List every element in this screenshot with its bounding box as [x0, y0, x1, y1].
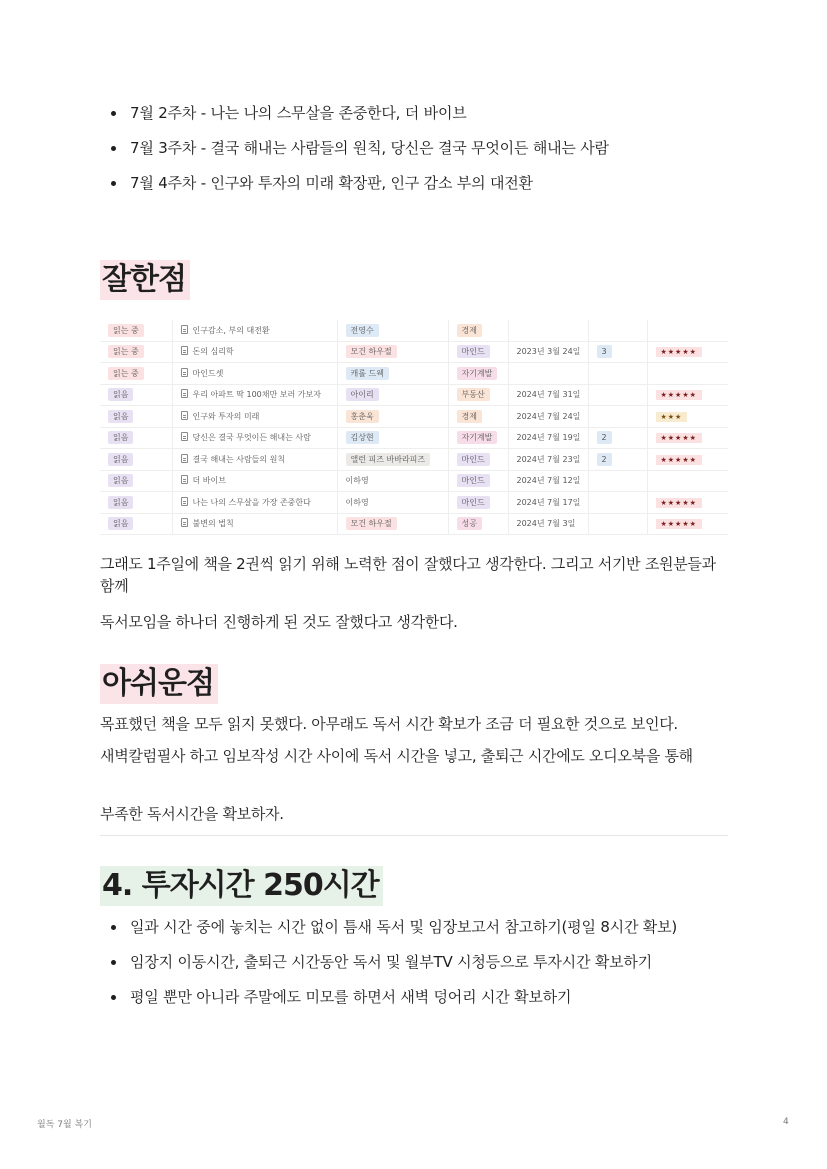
page-icon — [181, 389, 188, 398]
count-badge: 2 — [597, 431, 612, 444]
status-badge: 읽는 중 — [108, 367, 144, 380]
author-tag: 이하영 — [345, 497, 369, 507]
rating-cell — [647, 363, 728, 385]
status-badge: 읽음 — [108, 431, 133, 444]
date-cell: 2024년 7월 31일 — [508, 384, 588, 406]
author-tag: 이하영 — [345, 476, 369, 486]
status-badge: 읽음 — [108, 388, 133, 401]
table-row[interactable] — [100, 320, 728, 341]
status-badge: 읽는 중 — [108, 324, 144, 337]
page-icon — [181, 518, 188, 527]
bad-paragraph-1: 목표했던 책을 모두 읽지 못했다. 아무래도 독서 시간 확보가 조금 더 필요한 것으로 보인다. — [100, 715, 678, 733]
title-cell[interactable] — [172, 513, 337, 535]
date-cell — [508, 363, 588, 385]
category-cell — [448, 427, 508, 449]
count-cell — [588, 513, 647, 535]
count-cell — [588, 492, 647, 514]
rating-cell — [647, 470, 728, 492]
category-tag: 경제 — [457, 324, 482, 337]
title-cell[interactable] — [172, 363, 337, 385]
footer-page-number: 4 — [783, 1117, 789, 1127]
book-title: 마인드셋 — [192, 368, 224, 378]
count-cell — [588, 363, 647, 385]
count-cell — [588, 470, 647, 492]
title-cell[interactable] — [172, 341, 337, 363]
author-tag: 김상현 — [346, 431, 379, 444]
category-tag: 경제 — [457, 410, 482, 423]
category-cell — [448, 384, 508, 406]
rating-cell — [647, 513, 728, 535]
date-cell: 2024년 7월 3일 — [508, 513, 588, 535]
status-cell — [100, 492, 172, 514]
book-title: 더 바이브 — [192, 476, 226, 486]
table-row[interactable] — [100, 341, 728, 363]
heading-bad-points: 아쉬운점 — [100, 664, 218, 704]
rating-stars: ★★★★★ — [656, 455, 702, 465]
category-cell — [448, 470, 508, 492]
reading-list-table — [100, 320, 728, 535]
author-tag: 아이리 — [346, 388, 379, 401]
heading-invest-time: 4. 투자시간 250시간 — [100, 866, 383, 906]
book-title: 인구와 투자의 미래 — [192, 411, 260, 421]
author-tag: 앨런 피즈 바바라피즈 — [346, 453, 431, 466]
author-cell — [337, 341, 448, 363]
table-row[interactable] — [100, 513, 728, 535]
author-cell — [337, 492, 448, 514]
status-badge: 읽는 중 — [108, 345, 144, 358]
author-cell — [337, 449, 448, 471]
date-cell: 2024년 7월 23일 — [508, 449, 588, 471]
author-tag: 전영수 — [346, 324, 379, 337]
category-tag: 성공 — [457, 517, 482, 530]
status-cell — [100, 427, 172, 449]
page-icon — [181, 454, 188, 463]
book-title: 결국 해내는 사람들의 원칙 — [192, 454, 286, 464]
count-cell — [588, 406, 647, 428]
book-title: 돈의 심리학 — [192, 347, 234, 357]
title-cell[interactable] — [172, 427, 337, 449]
title-cell[interactable] — [172, 406, 337, 428]
book-title: 당신은 결국 무엇이든 해내는 사람 — [192, 433, 311, 443]
list-item: 7월 2주차 - 나는 나의 스무살을 존중한다, 더 바이브 — [100, 103, 609, 138]
rating-stars: ★★★★★ — [656, 347, 702, 357]
status-cell — [100, 406, 172, 428]
table-row[interactable] — [100, 449, 728, 471]
author-cell — [337, 513, 448, 535]
list-item: 7월 4주차 - 인구와 투자의 미래 확장판, 인구 감소 부의 대전환 — [100, 173, 609, 208]
good-paragraph-1: 그래도 1주일에 책을 2권씩 읽기 위해 노력한 점이 잘했다고 생각한다. 그리고 서기반 조원분들과 함께 — [100, 555, 716, 595]
table-row[interactable] — [100, 384, 728, 406]
status-badge: 읽음 — [108, 474, 133, 487]
category-cell — [448, 513, 508, 535]
date-cell: 2023년 3월 24일 — [508, 341, 588, 363]
status-badge: 읽음 — [108, 496, 133, 509]
status-cell — [100, 513, 172, 535]
category-tag: 자기계발 — [457, 431, 498, 444]
book-title: 불변의 법칙 — [192, 519, 234, 529]
category-tag: 마인드 — [457, 345, 490, 358]
category-cell — [448, 341, 508, 363]
list-item: 일과 시간 중에 놓치는 시간 없이 틈새 독서 및 임장보고서 참고하기(평일 8시간 확보) — [100, 917, 677, 952]
count-cell — [588, 341, 647, 363]
good-paragraph-2: 독서모임을 하나더 진행하게 된 것도 잘했다고 생각한다. — [100, 613, 458, 631]
list-item: 평일 뿐만 아니라 주말에도 미모를 하면서 새벽 덩어리 시간 확보하기 — [100, 987, 677, 1022]
list-item: 7월 3주차 - 결국 해내는 사람들의 원칙, 당신은 결국 무엇이든 해내는 사람 — [100, 138, 609, 173]
status-cell — [100, 341, 172, 363]
rating-cell — [647, 427, 728, 449]
category-tag: 부동산 — [457, 388, 490, 401]
status-cell — [100, 320, 172, 341]
table-row[interactable] — [100, 406, 728, 428]
category-cell — [448, 406, 508, 428]
count-cell — [588, 320, 647, 341]
category-tag: 마인드 — [457, 474, 490, 487]
date-cell: 2024년 7월 17일 — [508, 492, 588, 514]
author-cell — [337, 470, 448, 492]
page-icon — [181, 325, 188, 334]
book-title: 나는 나의 스무살을 가장 존중한다 — [192, 497, 311, 507]
table-row[interactable] — [100, 470, 728, 492]
page-icon — [181, 346, 188, 355]
category-cell — [448, 449, 508, 471]
rating-cell — [647, 492, 728, 514]
author-cell — [337, 320, 448, 341]
category-cell — [448, 492, 508, 514]
page-icon — [181, 475, 188, 484]
bad-paragraph-3: 부족한 독서시간을 확보하자. — [100, 805, 284, 823]
count-badge: 2 — [597, 453, 612, 466]
rating-cell — [647, 320, 728, 341]
status-badge: 읽음 — [108, 517, 133, 530]
author-tag: 캐롤 드웩 — [346, 367, 389, 380]
rating-cell — [647, 406, 728, 428]
status-badge: 읽음 — [108, 410, 133, 423]
page-icon — [181, 497, 188, 506]
author-tag: 모건 하우절 — [346, 345, 397, 358]
footer-document-title: 월독 7월 복기 — [37, 1120, 92, 1130]
author-cell — [337, 406, 448, 428]
rating-cell — [647, 341, 728, 363]
rating-cell — [647, 449, 728, 471]
title-cell[interactable] — [172, 492, 337, 514]
title-cell[interactable] — [172, 384, 337, 406]
status-cell — [100, 470, 172, 492]
rating-stars: ★★★★★ — [656, 390, 702, 400]
table-row[interactable] — [100, 363, 728, 385]
divider — [100, 835, 728, 836]
status-cell — [100, 449, 172, 471]
category-tag: 마인드 — [457, 453, 490, 466]
rating-stars: ★★★ — [656, 412, 688, 422]
status-cell — [100, 363, 172, 385]
book-title: 인구감소, 부의 대전환 — [192, 325, 270, 335]
author-cell — [337, 363, 448, 385]
rating-stars: ★★★★★ — [656, 519, 702, 529]
table-row[interactable] — [100, 492, 728, 514]
page-icon — [181, 368, 188, 377]
author-cell — [337, 384, 448, 406]
page-icon — [181, 411, 188, 420]
title-cell[interactable] — [172, 449, 337, 471]
list-item: 임장지 이동시간, 출퇴근 시간동안 독서 및 월부TV 시청등으로 투자시간 확보하기 — [100, 952, 677, 987]
intro-bullet-list — [100, 103, 609, 208]
invest-bullet-list — [100, 917, 677, 1022]
rating-stars: ★★★★★ — [656, 433, 702, 443]
title-cell[interactable] — [172, 320, 337, 341]
status-cell — [100, 384, 172, 406]
date-cell — [508, 320, 588, 341]
count-cell — [588, 427, 647, 449]
title-cell[interactable] — [172, 470, 337, 492]
author-tag: 모건 하우절 — [346, 517, 397, 530]
date-cell: 2024년 7월 19일 — [508, 427, 588, 449]
page-icon — [181, 432, 188, 441]
table-row[interactable] — [100, 427, 728, 449]
category-cell — [448, 320, 508, 341]
category-tag: 마인드 — [457, 496, 490, 509]
count-cell — [588, 449, 647, 471]
rating-cell — [647, 384, 728, 406]
category-cell — [448, 363, 508, 385]
date-cell: 2024년 7월 24일 — [508, 406, 588, 428]
author-cell — [337, 427, 448, 449]
heading-good-points: 잘한점 — [100, 260, 190, 300]
count-cell — [588, 384, 647, 406]
rating-stars: ★★★★★ — [656, 498, 702, 508]
author-tag: 홍춘욱 — [346, 410, 379, 423]
status-badge: 읽음 — [108, 453, 133, 466]
category-tag: 자기계발 — [457, 367, 498, 380]
bad-paragraph-2: 새벽칼럼필사 하고 임보작성 시간 사이에 독서 시간을 넣고, 출퇴근 시간에도 오디오북을 통해 — [100, 747, 693, 765]
count-badge: 3 — [597, 345, 612, 358]
date-cell: 2024년 7월 12일 — [508, 470, 588, 492]
book-title: 우리 아파트 딱 100채만 보러 가보자 — [192, 390, 321, 400]
